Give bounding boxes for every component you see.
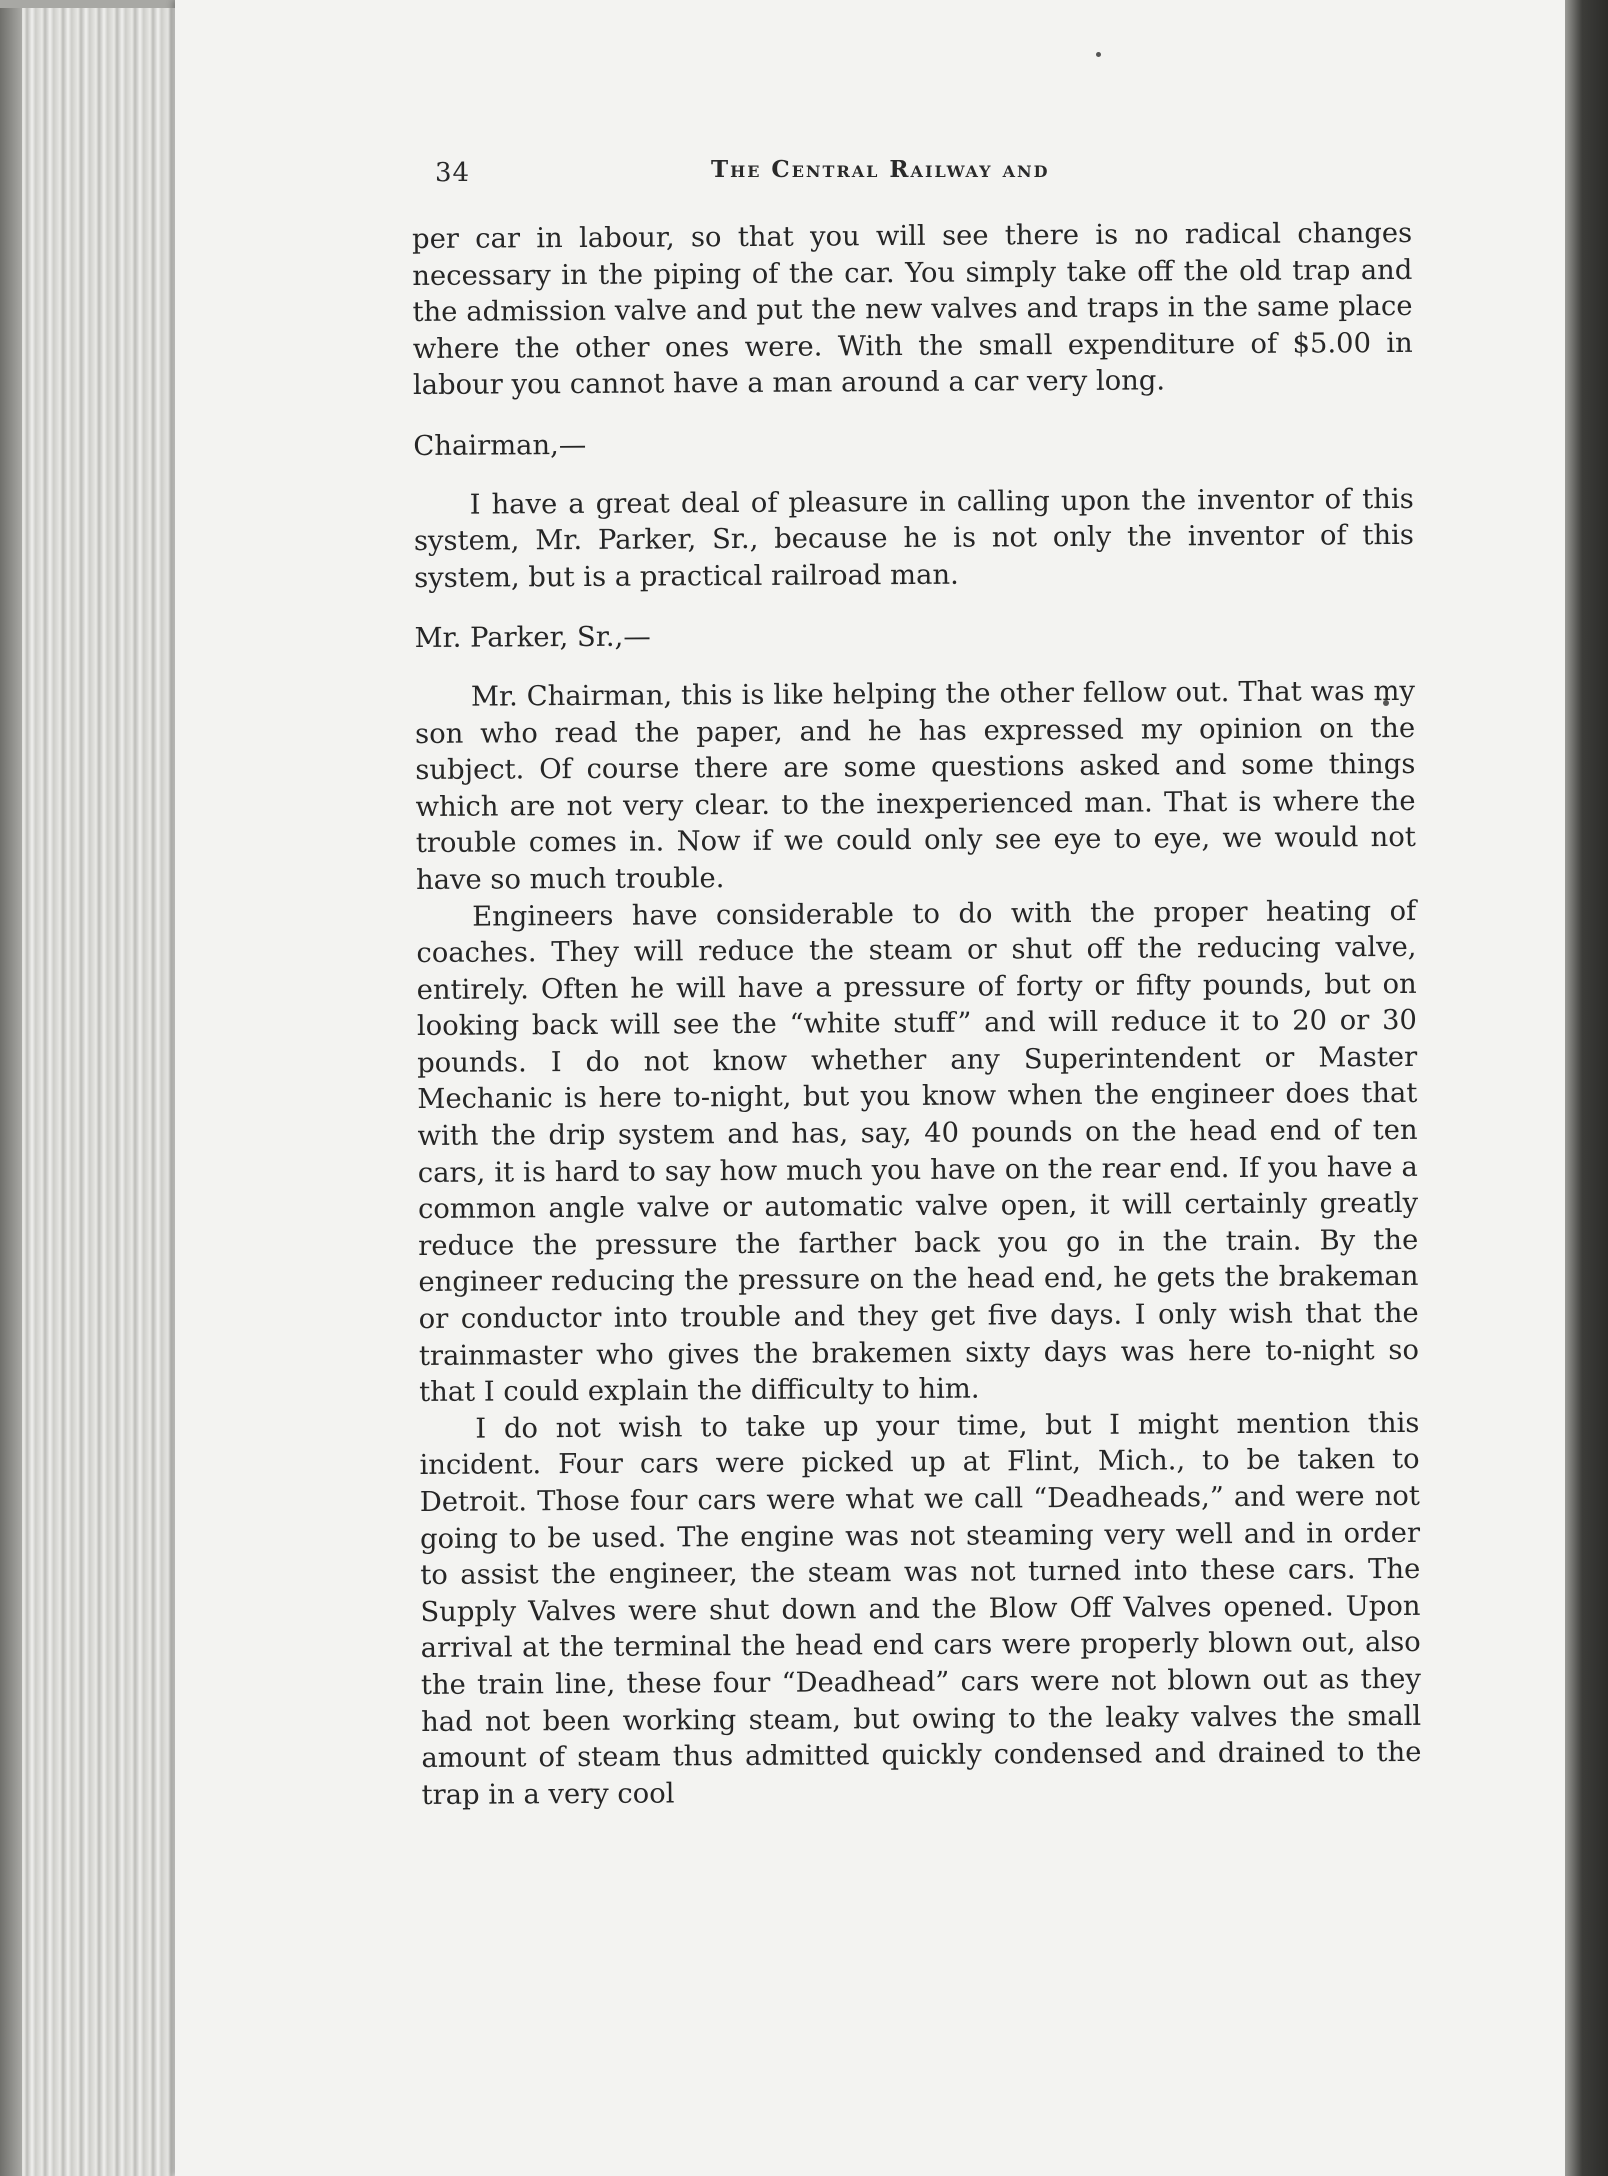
body-text bbox=[412, 216, 1422, 1814]
paragraph: I do not wish to take up your time, but I might mention this incident. Four cars were picked up at Flint, Mich., to be taken to Detroit. Those four cars were what we call “Deadheads,” and were not going to be used. The engine was not steaming very well and in order to assist the engineer, the steam was not turned into these cars. The Supply Valves were shut down and the Blow Off Valves opened. Upon arrival at the terminal the head end cars were properly blown out, also the train line, these four “Deadhead” cars were not blown out as they had not been working steam, but owing to the leaky valves the small amount of steam thus admitted quickly condensed and drained to the trap in a very cool bbox=[419, 1407, 1422, 1811]
speaker-label: Chairman,— bbox=[413, 429, 587, 462]
paragraph: I have a great deal of pleasure in calling upon the inventor of this system, Mr. Parker, Sr., because he is not only the inventor of this system, but is a practical railroad man. bbox=[413, 483, 1415, 594]
dust-speck bbox=[1096, 52, 1101, 57]
right-book-edge bbox=[1565, 0, 1608, 2176]
paragraph: Mr. Chairman, this is like helping the other fellow out. That was my son who read the paper, and he has expressed my opinion on the subject. Of course there are some questions asked and some things which are not very clear. to the inexperienced man. That is where the trouble comes in. Now if we could only see eye to eye, we would not have so much trouble. bbox=[415, 675, 1416, 896]
book-spine-shadow bbox=[0, 0, 22, 2176]
running-head bbox=[435, 152, 1395, 192]
running-title: The Central Railway and bbox=[711, 156, 1050, 183]
page-edges-stack bbox=[0, 0, 190, 2176]
paragraph: per car in labour, so that you will see there is no radical changes necessary in the piping of the car. You simply take off the old trap and the admission valve and put the new valves and traps in the same place where the other ones were. With the small expenditure of $5.00 in labour you cannot have a man around a car very long. bbox=[412, 217, 1413, 402]
page-number: 34 bbox=[435, 158, 471, 188]
speaker-label: Mr. Parker, Sr.,— bbox=[414, 621, 651, 655]
paragraph: Engineers have considerable to do with the proper heating of coaches. They will reduce the steam or shut off the reducing valve, entirely. Often he will have a pressure of forty or fifty pounds, but on looking back will see the “white stuff” and will reduce it to 20 or 30 pounds. I do not know whether any Superintendent or Master Mechanic is here to-night, but you know when the engineer does that with the drip system and has, say, 40 pounds on the head end of ten cars, it is hard to say how much you have on the rear end. If you have a common angle valve or automatic valve open, it will certainly greatly reduce the pressure the farther back you go in the train. By the engineer reducing the pressure on the head end, he gets the brakeman or conductor into trouble and they get five days. I only wish that the trainmaster who gives the brakemen sixty days was here to-night so that I could explain the difficulty to him. bbox=[416, 895, 1420, 1409]
